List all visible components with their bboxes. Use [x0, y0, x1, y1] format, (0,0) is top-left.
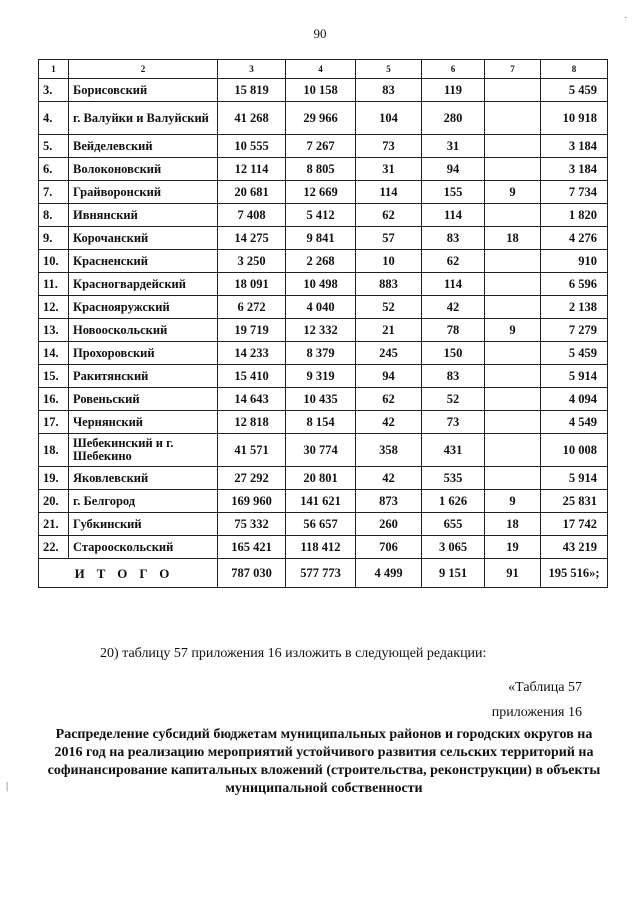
subsidy-table [38, 59, 608, 588]
table-cell-c5: 83 [356, 79, 422, 102]
table-cell-c4: 8 379 [286, 342, 356, 365]
table-row [39, 79, 608, 102]
table-cell-c8: 3 184 [541, 158, 608, 181]
table-cell-c4: 12 669 [286, 181, 356, 204]
table-cell-num: 10. [39, 250, 69, 273]
table-cell-name: Новооскольский [69, 319, 218, 342]
table-cell-c3: 15 410 [218, 365, 286, 388]
table-cell-c4: 7 267 [286, 135, 356, 158]
table-cell-num: 13. [39, 319, 69, 342]
table-cell-num: 6. [39, 158, 69, 181]
table-cell-c6: 83 [422, 227, 485, 250]
table-cell-c6: 114 [422, 204, 485, 227]
table-cell-c8: 1 820 [541, 204, 608, 227]
table-cell-c3: 14 233 [218, 342, 286, 365]
table-cell-c7: 18 [485, 513, 541, 536]
table-cell-c4: 29 966 [286, 102, 356, 135]
table-cell-c8: 43 219 [541, 536, 608, 559]
table-cell-c3: 15 819 [218, 79, 286, 102]
table-cell-name: Ивнянский [69, 204, 218, 227]
table-cell-c3: 169 960 [218, 490, 286, 513]
table-cell-c4: 2 268 [286, 250, 356, 273]
table-cell-c6: 535 [422, 467, 485, 490]
table-cell-c7 [485, 434, 541, 467]
table-cell-c6: 119 [422, 79, 485, 102]
table-row [39, 204, 608, 227]
table-cell-num: 3. [39, 79, 69, 102]
table-cell-c3: 6 272 [218, 296, 286, 319]
table-cell-c5: 62 [356, 388, 422, 411]
table-cell-c3: 19 719 [218, 319, 286, 342]
table-cell-c4: 141 621 [286, 490, 356, 513]
table-cell-c3: 14 275 [218, 227, 286, 250]
total-label: ИТОГО [39, 559, 218, 588]
table-cell-name: Шебекинский и г. Шебекино [69, 434, 218, 467]
table-cell-c5: 358 [356, 434, 422, 467]
table-row [39, 102, 608, 135]
table-cell-num: 12. [39, 296, 69, 319]
table-cell-c8: 5 914 [541, 467, 608, 490]
table-row [39, 365, 608, 388]
table-cell-c5: 73 [356, 135, 422, 158]
table-row [39, 388, 608, 411]
total-cell-c5: 4 499 [356, 559, 422, 588]
table-cell-c5: 31 [356, 158, 422, 181]
header-cell: 3 [218, 60, 286, 79]
table-cell-num: 16. [39, 388, 69, 411]
table-cell-c3: 41 268 [218, 102, 286, 135]
table-cell-c6: 52 [422, 388, 485, 411]
table-cell-name: Прохоровский [69, 342, 218, 365]
table-cell-num: 17. [39, 411, 69, 434]
table-cell-c7: 19 [485, 536, 541, 559]
table-cell-num: 9. [39, 227, 69, 250]
table-cell-c7 [485, 411, 541, 434]
table-cell-c6: 94 [422, 158, 485, 181]
table-cell-c3: 27 292 [218, 467, 286, 490]
table-cell-c6: 31 [422, 135, 485, 158]
total-cell-c6: 9 151 [422, 559, 485, 588]
table-cell-c8: 5 459 [541, 79, 608, 102]
table-row [39, 467, 608, 490]
table-cell-c7: 9 [485, 490, 541, 513]
table-cell-c8: 910 [541, 250, 608, 273]
table-cell-c4: 5 412 [286, 204, 356, 227]
table-cell-name: Волоконовский [69, 158, 218, 181]
table-cell-c3: 12 114 [218, 158, 286, 181]
table-cell-c6: 73 [422, 411, 485, 434]
table-cell-c8: 10 918 [541, 102, 608, 135]
table-cell-c3: 3 250 [218, 250, 286, 273]
table-cell-c4: 4 040 [286, 296, 356, 319]
table-cell-c8: 3 184 [541, 135, 608, 158]
table-cell-c7 [485, 102, 541, 135]
table-cell-c5: 62 [356, 204, 422, 227]
table-cell-c6: 431 [422, 434, 485, 467]
table-cell-c6: 42 [422, 296, 485, 319]
table-cell-c7 [485, 79, 541, 102]
table-row [39, 411, 608, 434]
table-cell-c5: 94 [356, 365, 422, 388]
table-cell-c3: 20 681 [218, 181, 286, 204]
table-cell-c4: 9 841 [286, 227, 356, 250]
table-cell-c7 [485, 250, 541, 273]
table-cell-c3: 41 571 [218, 434, 286, 467]
table-cell-c5: 245 [356, 342, 422, 365]
table-cell-c5: 260 [356, 513, 422, 536]
table-cell-num: 20. [39, 490, 69, 513]
table-cell-c6: 155 [422, 181, 485, 204]
table-title: Распределение субсидий бюджетам муниципальных районов и городских округов на 2016 год на реализацию мероприятий устойчивого развития сельских территорий на софинансирование капитальных вложений (строительства, реконструкции) в объекты муниципальной собственности [47, 727, 601, 796]
table-cell-c3: 18 091 [218, 273, 286, 296]
table-row [39, 250, 608, 273]
table-cell-c8: 4 094 [541, 388, 608, 411]
table-row [39, 319, 608, 342]
header-cell: 1 [39, 60, 69, 79]
total-row [39, 559, 608, 588]
table-row [39, 434, 608, 467]
table-cell-c7 [485, 296, 541, 319]
table-cell-c8: 5 459 [541, 342, 608, 365]
table-cell-name: г. Белгород [69, 490, 218, 513]
table-cell-c5: 42 [356, 467, 422, 490]
table-cell-num: 5. [39, 135, 69, 158]
table-cell-c6: 1 626 [422, 490, 485, 513]
header-cell: 8 [541, 60, 608, 79]
table-reference-line1: «Таблица 57 [508, 680, 582, 695]
table-cell-name: Красногвардейский [69, 273, 218, 296]
table-cell-c5: 10 [356, 250, 422, 273]
table-cell-c6: 3 065 [422, 536, 485, 559]
table-cell-num: 14. [39, 342, 69, 365]
table-cell-num: 21. [39, 513, 69, 536]
table-cell-c8: 10 008 [541, 434, 608, 467]
table-cell-c7: 9 [485, 181, 541, 204]
table-cell-name: Корочанский [69, 227, 218, 250]
table-cell-c7 [485, 365, 541, 388]
table-cell-num: 22. [39, 536, 69, 559]
table-cell-c7 [485, 342, 541, 365]
table-cell-c4: 118 412 [286, 536, 356, 559]
table-cell-c5: 57 [356, 227, 422, 250]
table-row [39, 296, 608, 319]
table-cell-c7 [485, 204, 541, 227]
table-cell-c8: 5 914 [541, 365, 608, 388]
table-cell-c6: 150 [422, 342, 485, 365]
table-cell-c6: 655 [422, 513, 485, 536]
table-cell-c7 [485, 388, 541, 411]
header-cell: 7 [485, 60, 541, 79]
table-cell-c4: 8 154 [286, 411, 356, 434]
table-cell-name: Вейделевский [69, 135, 218, 158]
table-cell-name: Ровеньский [69, 388, 218, 411]
table-cell-num: 11. [39, 273, 69, 296]
table-cell-num: 18. [39, 434, 69, 467]
table-cell-c7 [485, 135, 541, 158]
total-cell-c3: 787 030 [218, 559, 286, 588]
table-header-row [39, 60, 608, 79]
table-cell-name: Губкинский [69, 513, 218, 536]
table-cell-c5: 114 [356, 181, 422, 204]
table-cell-c7 [485, 273, 541, 296]
table-cell-c8: 17 742 [541, 513, 608, 536]
table-cell-num: 19. [39, 467, 69, 490]
table-cell-c7: 9 [485, 319, 541, 342]
total-cell-c8: 195 516»; [541, 559, 608, 588]
header-cell: 5 [356, 60, 422, 79]
table-row [39, 135, 608, 158]
table-cell-c4: 8 805 [286, 158, 356, 181]
page-number: 90 [313, 26, 327, 41]
table-cell-c5: 52 [356, 296, 422, 319]
table-reference-line2: приложения 16 [491, 705, 582, 720]
table-cell-c4: 10 435 [286, 388, 356, 411]
total-cell-c7: 91 [485, 559, 541, 588]
amendment-instruction: 20) таблицу 57 приложения 16 изложить в следующей редакции: [100, 646, 487, 661]
table-cell-c7: 18 [485, 227, 541, 250]
table-cell-c7 [485, 467, 541, 490]
table-cell-name: Грайворонский [69, 181, 218, 204]
table-cell-c6: 62 [422, 250, 485, 273]
table-cell-c6: 83 [422, 365, 485, 388]
table-cell-c8: 4 549 [541, 411, 608, 434]
table-cell-name: Чернянский [69, 411, 218, 434]
table-cell-num: 4. [39, 102, 69, 135]
table-cell-name: Ракитянский [69, 365, 218, 388]
table-cell-c8: 6 596 [541, 273, 608, 296]
table-cell-c3: 7 408 [218, 204, 286, 227]
table-cell-c7 [485, 158, 541, 181]
total-cell-c4: 577 773 [286, 559, 356, 588]
table-cell-c6: 280 [422, 102, 485, 135]
table-cell-c8: 25 831 [541, 490, 608, 513]
table-cell-num: 15. [39, 365, 69, 388]
table-cell-name: Борисовский [69, 79, 218, 102]
table-row [39, 158, 608, 181]
table-cell-name: Яковлевский [69, 467, 218, 490]
table-row [39, 273, 608, 296]
table-cell-c5: 873 [356, 490, 422, 513]
table-cell-c5: 42 [356, 411, 422, 434]
table-row [39, 181, 608, 204]
table-cell-c5: 883 [356, 273, 422, 296]
scan-mark: · [624, 12, 628, 24]
table-body [39, 60, 608, 588]
table-row [39, 513, 608, 536]
table-row [39, 227, 608, 250]
table-cell-c8: 2 138 [541, 296, 608, 319]
table-cell-c4: 12 332 [286, 319, 356, 342]
table-cell-name: Старооскольский [69, 536, 218, 559]
table-cell-c3: 14 643 [218, 388, 286, 411]
table-cell-c4: 56 657 [286, 513, 356, 536]
table-cell-num: 8. [39, 204, 69, 227]
table-cell-name: Красненский [69, 250, 218, 273]
table-cell-c6: 114 [422, 273, 485, 296]
table-cell-c3: 10 555 [218, 135, 286, 158]
table-cell-c4: 10 498 [286, 273, 356, 296]
table-cell-c4: 9 319 [286, 365, 356, 388]
table-cell-c8: 4 276 [541, 227, 608, 250]
table-cell-num: 7. [39, 181, 69, 204]
table-cell-name: г. Валуйки и Валуйский [69, 102, 218, 135]
table-cell-c5: 706 [356, 536, 422, 559]
table-cell-c8: 7 734 [541, 181, 608, 204]
table-cell-name: Краснояружский [69, 296, 218, 319]
table-cell-c4: 20 801 [286, 467, 356, 490]
table-cell-c4: 30 774 [286, 434, 356, 467]
header-cell: 2 [69, 60, 218, 79]
scan-mark: | [6, 780, 9, 792]
table-cell-c4: 10 158 [286, 79, 356, 102]
table-cell-c8: 7 279 [541, 319, 608, 342]
table-row [39, 342, 608, 365]
table-cell-c3: 12 818 [218, 411, 286, 434]
header-cell: 6 [422, 60, 485, 79]
table-cell-c3: 75 332 [218, 513, 286, 536]
table-row [39, 536, 608, 559]
table-cell-c3: 165 421 [218, 536, 286, 559]
table-cell-c5: 21 [356, 319, 422, 342]
header-cell: 4 [286, 60, 356, 79]
table-row [39, 490, 608, 513]
table-cell-c5: 104 [356, 102, 422, 135]
table-cell-c6: 78 [422, 319, 485, 342]
